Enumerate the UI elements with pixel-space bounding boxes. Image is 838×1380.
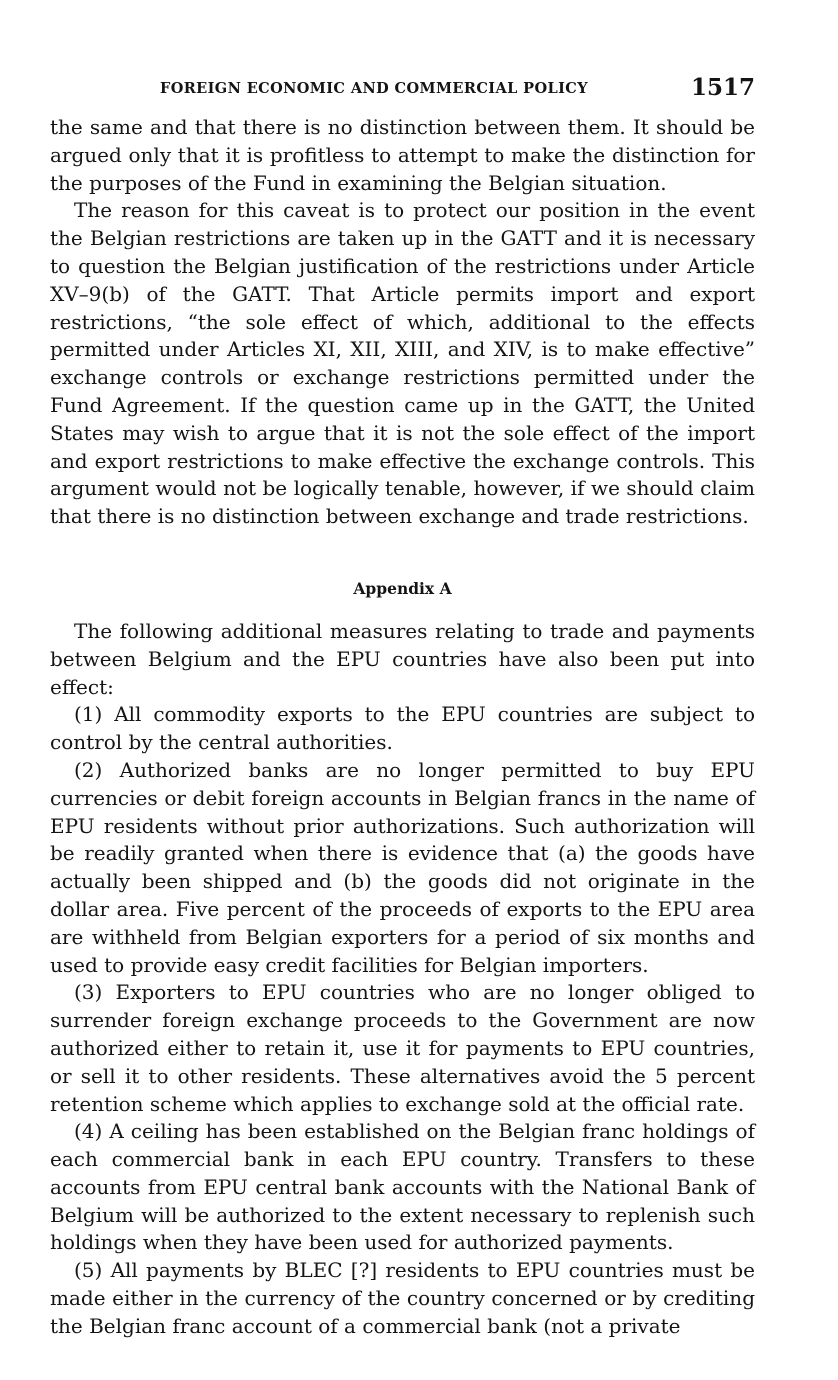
appendix-item-4: (4) A ceiling has been established on the Belgian franc holdings of each commercial bank in each EPU country. Transfers to these accounts from EPU central bank accounts with the National Bank of Belgium will be authorized to the extent necessary to replenish such holdings when they have been used for authorized payments.	[50, 1119, 755, 1255]
appendix-item-5: (5) All payments by BLEC [?] residents to EPU countries must be made either in the currency of the country concerned or by crediting the Belgian franc account of a commercial bank (not a private	[50, 1258, 755, 1338]
paragraph-caveat: The reason for this caveat is to protect our position in the event the Belgian restrictions are taken up in the GATT and it is necessary to question the Belgian justification of the restrictions under Article XV–9(b) of the GATT. That Article permits import and export restrictions, “the sole effect of which, additional to the effects permitted under Articles XI, XII, XIII, and XIV, is to make effective” exchange controls or exchange restrictions permitted under the Fund Agreement. If the question came up in the GATT, the United States may wish to argue that it is not the sole effect of the import and export restrictions to make effective the exchange controls. This argument would not be logically tenable, however, if we should claim that there is no distinction between exchange and trade restrictions.	[50, 198, 755, 529]
appendix-heading: Appendix A	[353, 578, 452, 598]
document-page	[50, 70, 755, 1341]
paragraph-continuation: the same and that there is no distinction between them. It should be argued only that it is profitless to attempt to make the distinction for the purposes of the Fund in examining the Belgian situation.	[50, 115, 755, 195]
body-text	[50, 114, 755, 1341]
appendix-item-1: (1) All commodity exports to the EPU countries are subject to control by the central authorities.	[50, 702, 755, 755]
running-title: FOREIGN ECONOMIC AND COMMERCIAL POLICY	[160, 80, 588, 97]
page-number: 1517	[690, 74, 755, 101]
appendix-item-2: (2) Authorized banks are no longer permitted to buy EPU currencies or debit foreign accounts in Belgian francs in the name of EPU residents without prior authorizations. Such authorization will be readily granted when there is evidence that (a) the goods have actually been shipped and (b) the goods did not originate in the dollar area. Five percent of the proceeds of exports to the EPU area are withheld from Belgian exporters for a period of six months and used to provide easy credit facilities for Belgian importers.	[50, 757, 755, 977]
appendix-item-3: (3) Exporters to EPU countries who are no longer obliged to surrender foreign exchange proceeds to the Government are now authorized either to retain it, use it for payments to EPU countries, or sell it to other residents. These alternatives avoid the 5 percent retention scheme which applies to exchange sold at the official rate.	[50, 980, 755, 1116]
appendix-intro: The following additional measures relating to trade and payments between Belgium and the EPU countries have also been put into effect:	[50, 618, 755, 699]
running-header	[50, 70, 755, 110]
